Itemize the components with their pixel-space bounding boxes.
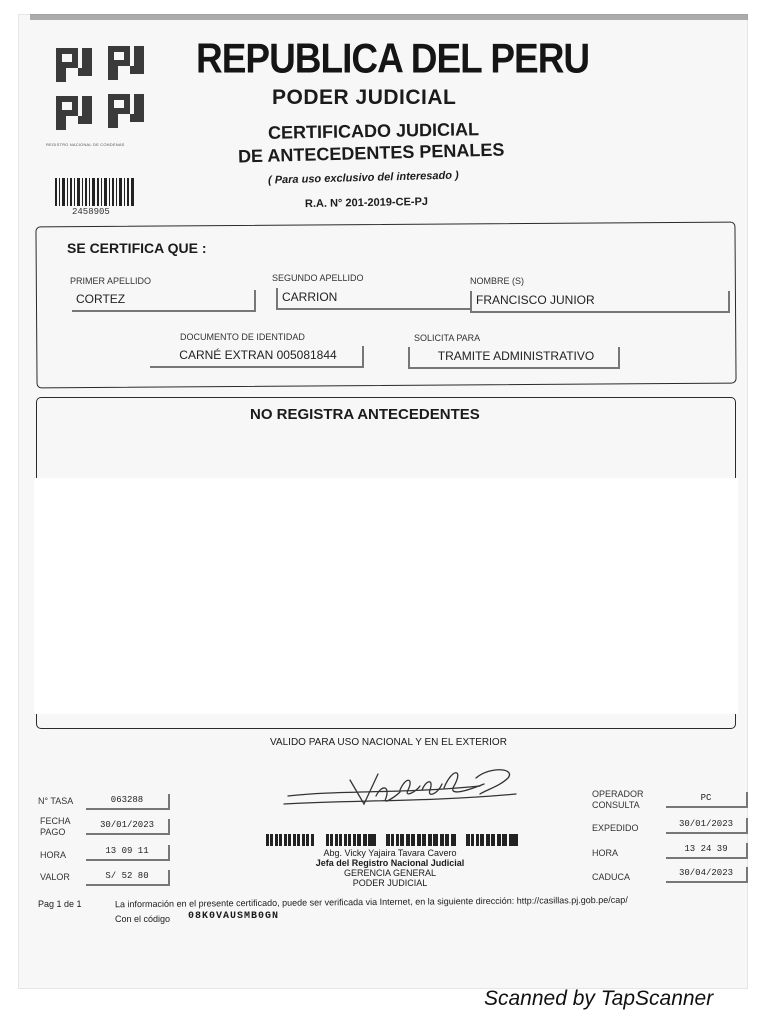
operador-value: PC (666, 792, 748, 808)
documento-field: CARNÉ EXTRAN 005081844 (150, 346, 364, 368)
verification-code: 08K0VAUSMB0GN (188, 911, 280, 922)
fecha-pago-value: 30/01/2023 (86, 819, 170, 835)
scanner-watermark: Scanned by TapScanner (484, 987, 714, 1010)
caduca-label: CADUCA (592, 872, 631, 882)
signer-block (300, 848, 480, 888)
signer-dept: GERENCIA GENERAL (343, 868, 437, 878)
expedido-label: EXPEDIDO (592, 823, 639, 833)
barcode-top (55, 178, 135, 206)
page-number: Pag 1 de 1 (38, 899, 82, 909)
tasa-value: 063288 (86, 794, 170, 810)
primer-apellido-label: PRIMER APELLIDO (70, 276, 152, 286)
solicita-label: SOLICITA PARA (414, 333, 481, 343)
nombre-field: FRANCISCO JUNIOR (470, 291, 730, 313)
hora-expedido-value: 13 24 39 (666, 843, 748, 859)
certificate-title-line2: DE ANTECEDENTES PENALES (237, 139, 505, 167)
segundo-apellido-field: CARRION (276, 288, 470, 310)
pj-logo-icon (52, 40, 160, 150)
signer-org: PODER JUDICIAL (352, 878, 428, 888)
logo-caption: REGISTRO NACIONAL DE CONDENAS (46, 142, 125, 147)
certifies-heading: SE CERTIFICA QUE : (67, 240, 207, 256)
barcode-number: 2458905 (72, 207, 110, 217)
hora-pago-value: 13 09 11 (86, 845, 170, 861)
certificate-title-line1: CERTIFICADO JUDICIAL (267, 119, 480, 143)
caduca-value: 30/04/2023 (666, 867, 748, 883)
signer-name: Abg. Vicky Yajaira Tavara Cavero (323, 848, 457, 858)
expedido-value: 30/01/2023 (666, 818, 748, 834)
solicita-field: TRAMITE ADMINISTRATIVO (408, 347, 620, 369)
resolution-number: R.A. N° 201-2019-CE-PJ (304, 195, 429, 211)
fecha-pago-label-1: FECHA (40, 816, 71, 826)
institution-title: PODER JUDICIAL (272, 86, 457, 109)
documento-label: DOCUMENTO DE IDENTIDAD (180, 332, 305, 342)
fecha-pago-label-2: PAGO (40, 827, 66, 837)
hora-pago-label: HORA (40, 850, 67, 860)
signature-image (280, 760, 520, 818)
hora-expedido-label: HORA (592, 848, 619, 858)
valor-label: VALOR (40, 872, 70, 882)
validity-text: VALIDO PARA USO NACIONAL Y EN EL EXTERIOR (270, 737, 507, 748)
usage-note: ( Para uso exclusivo del interesado ) (267, 169, 459, 187)
primer-apellido-field: CORTEZ (72, 290, 256, 312)
operador-label-2: CONSULTA (592, 800, 640, 810)
result-section (36, 397, 736, 729)
scan-edge-shadow (30, 14, 748, 20)
tasa-label: N° TASA (38, 796, 74, 806)
nombre-label: NOMBRE (S) (470, 276, 524, 286)
segundo-apellido-label: SEGUNDO APELLIDO (272, 273, 364, 283)
verification-info: La información en el presente certificado, puede ser verificada via Internet, en la siguiente dirección: http://casillas.pj.gob.pe/cap/ (114, 894, 628, 910)
signer-role: Jefa del Registro Nacional Judicial (315, 858, 465, 868)
country-title: REPUBLICA DEL PERU (196, 35, 590, 82)
barcode-signature (266, 834, 518, 846)
code-label: Con el código (115, 914, 171, 924)
no-records-text: NO REGISTRA ANTECEDENTES (250, 406, 480, 423)
operador-label-1: OPERADOR (592, 789, 644, 799)
valor-value: S/ 52 80 (86, 870, 170, 886)
